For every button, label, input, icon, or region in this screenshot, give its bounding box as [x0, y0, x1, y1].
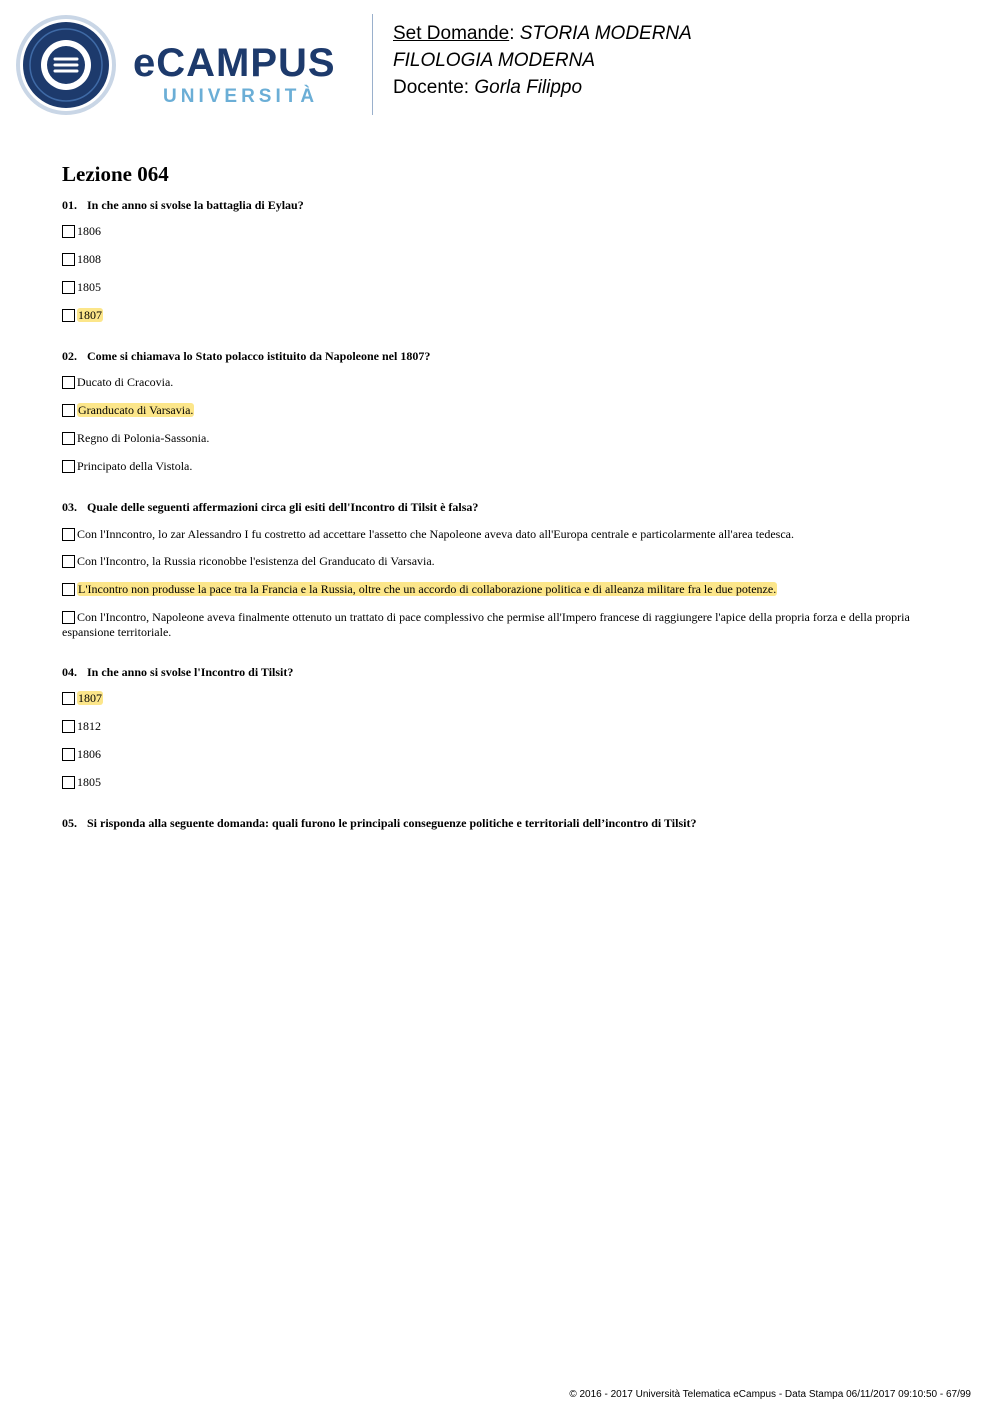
- option-text: Regno di Polonia-Sassonia.: [77, 431, 210, 445]
- option: [62, 719, 917, 734]
- checkbox[interactable]: [62, 748, 75, 761]
- question-text: In che anno si svolse la battaglia di Eylau?: [87, 198, 304, 212]
- option: [62, 691, 917, 706]
- option-text: Principato della Vistola.: [77, 459, 193, 473]
- checkbox[interactable]: [62, 611, 75, 624]
- teacher-line: Docente: Gorla Filippo: [393, 77, 583, 98]
- option: [62, 747, 917, 762]
- option: [62, 459, 917, 474]
- option-text-highlighted: L'Incontro non produsse la pace tra la Francia e la Russia, oltre che un accordo di collaborazione politica e di alleanza militare fra le due potenze.: [78, 582, 777, 596]
- teacher-name: Gorla Filippo: [474, 77, 583, 98]
- option: [62, 308, 917, 323]
- checkbox[interactable]: [62, 404, 75, 417]
- question-number: 05.: [62, 816, 77, 830]
- checkbox[interactable]: [62, 692, 75, 705]
- question-number: 04.: [62, 665, 77, 679]
- course-name: STORIA MODERNA: [519, 23, 692, 44]
- option: [62, 775, 917, 790]
- checkbox[interactable]: [62, 281, 75, 294]
- option-text: 1806: [77, 747, 101, 761]
- option: [62, 375, 917, 390]
- option: [62, 554, 917, 569]
- checkbox[interactable]: [62, 720, 75, 733]
- checkbox[interactable]: [62, 432, 75, 445]
- option-text: 1812: [77, 719, 101, 733]
- checkbox[interactable]: [62, 225, 75, 238]
- checkbox[interactable]: [62, 309, 75, 322]
- option: [62, 403, 917, 418]
- checkbox[interactable]: [62, 776, 75, 789]
- set-line: Set Domande: STORIA MODERNA: [393, 23, 692, 44]
- option: [62, 582, 917, 597]
- checkbox[interactable]: [62, 528, 75, 541]
- option-text: 1805: [77, 280, 101, 294]
- question-text: In che anno si svolse l'Incontro di Tilsit?: [87, 665, 294, 679]
- option-text: 1806: [77, 224, 101, 238]
- teacher-label: Docente: [393, 77, 464, 98]
- option: [62, 280, 917, 295]
- option-text: 1805: [77, 775, 101, 789]
- option: [62, 224, 917, 239]
- option: [62, 610, 917, 640]
- checkbox[interactable]: [62, 583, 75, 596]
- option-text: Con l'Incontro, Napoleone aveva finalmente ottenuto un trattato di pace complessivo che permise all'Impero francese di raggiungere l'apice della propria forza e della propria espansione territoriale.: [62, 610, 910, 639]
- question-text: Quale delle seguenti affermazioni circa gli esiti dell'Incontro di Tilsit è falsa?: [87, 500, 479, 514]
- ecampus-wordmark-logo: [133, 40, 355, 112]
- question-text: Come si chiamava lo Stato polacco istituito da Napoleone nel 1807?: [87, 349, 431, 363]
- option-text: Con l'Incontro, la Russia riconobbe l'esistenza del Granducato di Varsavia.: [77, 554, 435, 568]
- option-text: Con l'Inncontro, lo zar Alessandro I fu costretto ad accettare l'assetto che Napoleone aveva dato all'Europa centrale e particolarmente all'area tedesca.: [77, 527, 794, 541]
- option: [62, 252, 917, 267]
- header-info: [393, 20, 692, 101]
- question-05: [62, 816, 942, 831]
- option: [62, 431, 917, 446]
- question-text: Si risponda alla seguente domanda: quali furono le principali conseguenze politiche e territoriali dell’incontro di Tilsit?: [87, 816, 697, 830]
- question-number: 01.: [62, 198, 77, 212]
- header-divider: [372, 14, 373, 115]
- set-label: Set Domande: [393, 23, 510, 44]
- option-text-highlighted: 1807: [78, 691, 102, 705]
- question-02: [62, 349, 942, 364]
- checkbox[interactable]: [62, 253, 75, 266]
- question-number: 02.: [62, 349, 77, 363]
- option-text-highlighted: Granducato di Varsavia.: [78, 403, 194, 417]
- logo-brand-text: eCAMPUS: [133, 41, 336, 85]
- option: [62, 527, 917, 542]
- option-text: Ducato di Cracovia.: [77, 375, 174, 389]
- lesson-title: Lezione 064: [62, 162, 169, 186]
- question-03: [62, 500, 942, 515]
- question-01: [62, 198, 942, 213]
- footer-text: © 2016 - 2017 Università Telematica eCampus - Data Stampa 06/11/2017 09:10:50 - 67/99: [569, 1389, 971, 1400]
- ecampus-seal-logo: [15, 14, 117, 116]
- checkbox[interactable]: [62, 555, 75, 568]
- question-number: 03.: [62, 500, 77, 514]
- checkbox[interactable]: [62, 376, 75, 389]
- logo-sub-text: UNIVERSITÀ: [163, 86, 319, 107]
- option-text: 1808: [77, 252, 101, 266]
- question-04: [62, 665, 942, 680]
- checkbox[interactable]: [62, 460, 75, 473]
- option-text-highlighted: 1807: [78, 308, 102, 322]
- program-name: FILOLOGIA MODERNA: [393, 50, 595, 71]
